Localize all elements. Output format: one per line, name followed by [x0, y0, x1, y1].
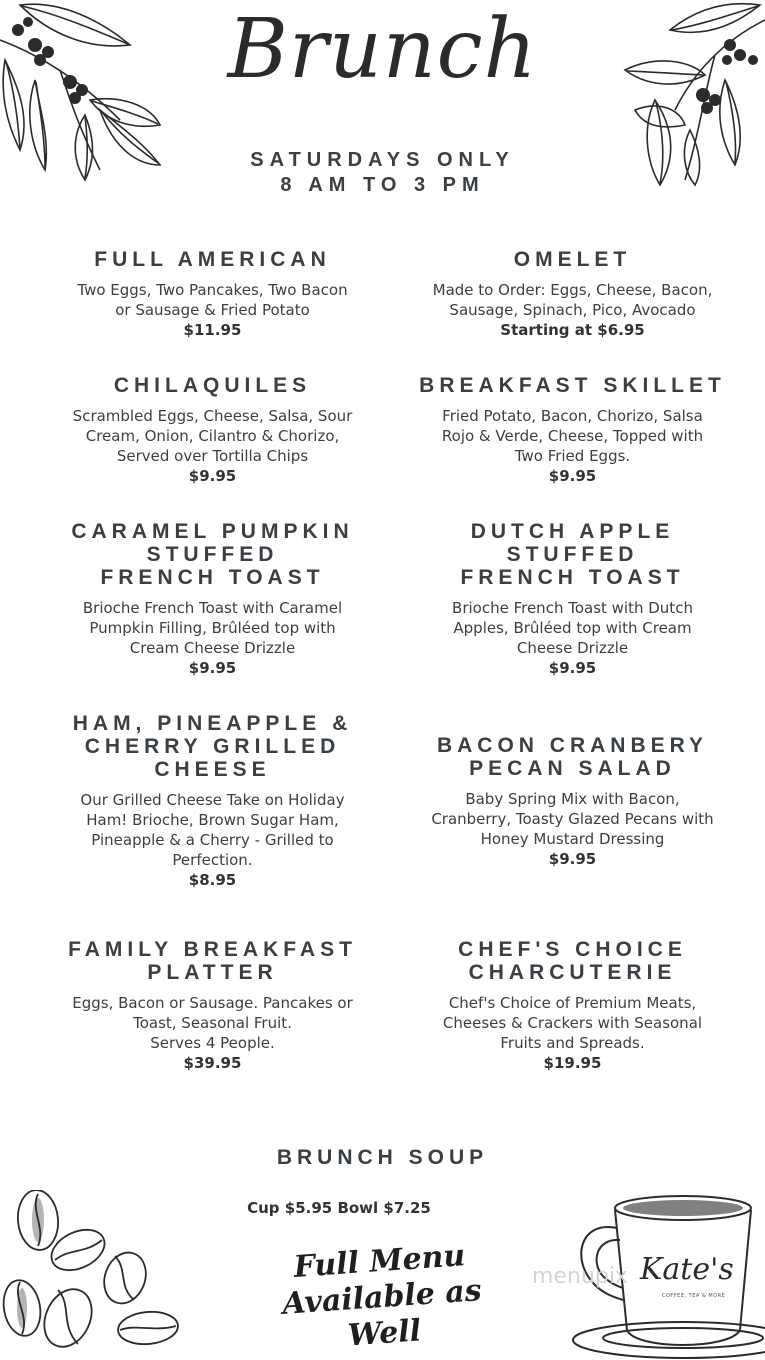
- menu-item-name: BACON CRANBERY PECAN SALAD: [436, 734, 709, 780]
- menu-item-dutch-apple-french-toast: [400, 520, 745, 678]
- menu-item-price: Starting at $6.95: [500, 321, 645, 339]
- menu-item-name: HAM, PINEAPPLE & CHERRY GRILLED CHEESE: [72, 712, 353, 781]
- menu-item-price: $9.95: [188, 659, 237, 677]
- menu-item-price: $11.95: [183, 321, 242, 339]
- menu-item-price: $9.95: [548, 467, 597, 485]
- menu-item-ham-pineapple-grilled-cheese: [40, 712, 385, 890]
- menu-item-breakfast-skillet: [400, 374, 745, 486]
- menu-item-bacon-cranbery-pecan-salad: [400, 734, 745, 869]
- menu-item-name: CARAMEL PUMPKIN STUFFED FRENCH TOAST: [71, 520, 354, 589]
- menu-item-description: Eggs, Bacon or Sausage. Pancakes or Toast, Seasonal Fruit. Serves 4 People.: [72, 994, 353, 1052]
- menu-item-full-american: [40, 248, 385, 340]
- menu-item-price: $39.95: [183, 1054, 242, 1072]
- coffee-beans-icon: [0, 1190, 185, 1350]
- page-title: Brunch: [227, 2, 538, 97]
- menu-item-name: DUTCH APPLE STUFFED FRENCH TOAST: [460, 520, 685, 589]
- menu-item-description: Scrambled Eggs, Cheese, Salsa, Sour Cream, Onion, Cilantro & Chorizo, Served over Tortilla Chips: [72, 407, 353, 465]
- menu-item-description: Baby Spring Mix with Bacon, Cranberry, Toasty Glazed Pecans with Honey Mustard Dressing: [431, 790, 714, 848]
- menu-item-description: Brioche French Toast with Caramel Pumpkin Filling, Brûléed top with Cream Cheese Drizzle: [82, 599, 343, 657]
- menu-item-description: Chef's Choice of Premium Meats, Cheeses & Crackers with Seasonal Fruits and Spreads.: [442, 994, 703, 1052]
- menu-item-price: $8.95: [188, 871, 237, 889]
- menu-item-price: $9.95: [548, 850, 597, 868]
- menu-item-description: Fried Potato, Bacon, Chorizo, Salsa Rojo & Verde, Cheese, Topped with Two Fried Eggs.: [441, 407, 704, 465]
- menu-item-description: Our Grilled Cheese Take on Holiday Ham! Brioche, Brown Sugar Ham, Pineapple & a Cherry - Grilled to Perfection.: [80, 791, 345, 869]
- hours-time: 8 AM TO 3 PM: [280, 174, 485, 196]
- brand-logo-subtitle: COFFEE, TEA & MORE: [662, 1293, 726, 1299]
- menu-item-omelet: [400, 248, 745, 340]
- menu-item-price: $19.95: [543, 1054, 602, 1072]
- full-menu-line1: Full Menu: [292, 1238, 467, 1286]
- menu-item-description: Brioche French Toast with Dutch Apples, Brûléed top with Cream Cheese Drizzle: [452, 599, 693, 657]
- soup-prices: Cup $5.95 Bowl $7.25: [247, 1199, 431, 1217]
- menu-item-family-breakfast-platter: [40, 938, 385, 1073]
- watermark-text: menupix: [532, 1264, 628, 1289]
- soup-title: BRUNCH SOUP: [276, 1146, 489, 1169]
- menu-item-name: CHEF'S CHOICE CHARCUTERIE: [458, 938, 687, 984]
- menu-item-name: CHILAQUILES: [113, 374, 312, 397]
- full-menu-note: [259, 1236, 506, 1360]
- hours-days: SATURDAYS ONLY: [250, 149, 515, 171]
- menu-item-name: BREAKFAST SKILLET: [419, 374, 726, 397]
- menu-item-chefs-choice-charcuterie: [400, 938, 745, 1073]
- full-menu-line2: Available as Well: [281, 1273, 483, 1354]
- menu-item-chilaquiles: [40, 374, 385, 486]
- brand-logo: Kate's: [640, 1252, 734, 1287]
- menu-item-description: Made to Order: Eggs, Cheese, Bacon, Sausage, Spinach, Pico, Avocado: [432, 281, 713, 319]
- hours-info: [0, 148, 765, 198]
- menu-item-caramel-pumpkin-french-toast: [40, 520, 385, 678]
- menu-item-description: Two Eggs, Two Pancakes, Two Bacon or Sausage & Fried Potato: [77, 281, 348, 319]
- menu-item-name: FULL AMERICAN: [94, 248, 331, 271]
- menu-item-name: FAMILY BREAKFAST PLATTER: [68, 938, 357, 984]
- menu-item-price: $9.95: [188, 467, 237, 485]
- menu-item-name: OMELET: [513, 248, 632, 271]
- menu-item-price: $9.95: [548, 659, 597, 677]
